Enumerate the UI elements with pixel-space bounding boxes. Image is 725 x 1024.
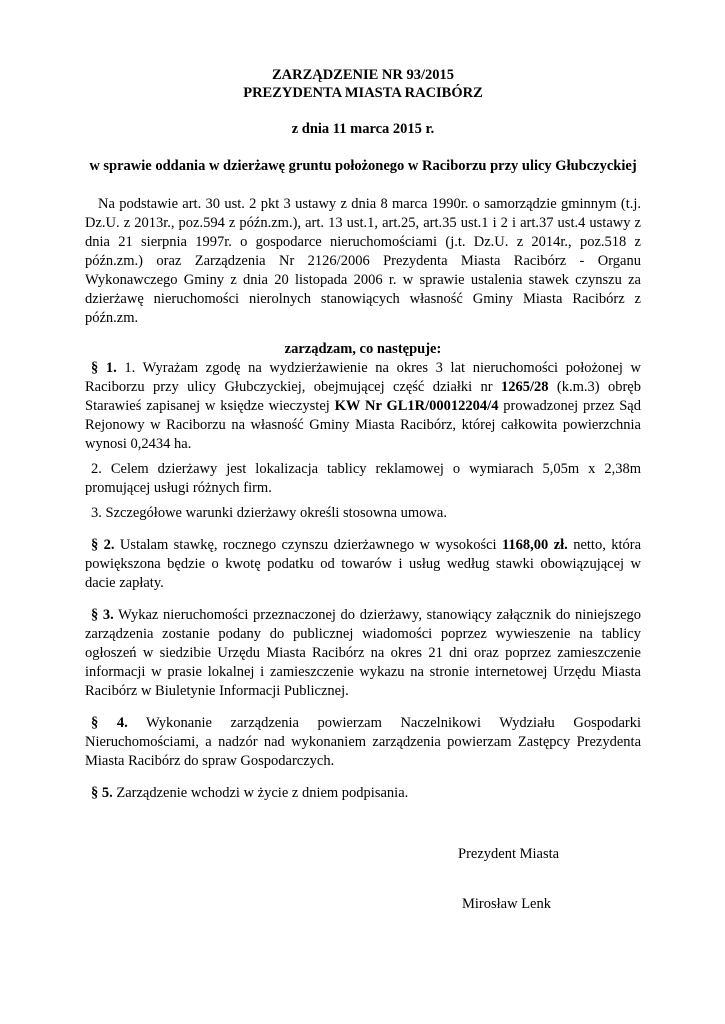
section-4-label: § 4.: [91, 715, 128, 731]
section-1-point-3: 3. Szczegółowe warunki dzierżawy określi stosowna umowa.: [91, 505, 447, 521]
section-2-text-b: netto, która powiększona będzie o kwotę podatku od towarów i usług według stawki obowiązującej w dacie zapłaty.: [85, 537, 642, 591]
section-4-text: Wykonanie zarządzenia powierzam Naczelnikowi Wydziału Gospodarki Nieruchomościami, a nadzór nad wykonaniem zarządzenia powierzam Zastępcy Prezydenta Miasta Racibórz do spraw Gospodarczych.: [85, 715, 641, 769]
decree-heading: zarządzam, co następuje:: [284, 341, 442, 357]
signature-name: Mirosław Lenk: [462, 896, 551, 912]
document-page: [85, 66, 641, 803]
section-1-label: § 1.: [91, 360, 117, 376]
plot-number: 1265/28: [501, 379, 549, 395]
section-1-text-c: prowadzonej przez Sąd Rejonowy w Raciborzu na własność Gminy Miasta Racibórz, której całkowita powierzchnia wynosi 0,2434 ha.: [85, 398, 641, 452]
section-3: [85, 606, 641, 701]
section-5-text: Zarządzenie wchodzi w życie z dniem podpisania.: [112, 785, 409, 801]
land-register-number: KW Nr GL1R/00012204/4: [334, 398, 499, 414]
section-3-text: Wykaz nieruchomości przeznaczonej do dzierżawy, stanowiący załącznik do niniejszego zarządzenia zostanie podany do publicznej wiadomości poprzez wywieszenie na tablicy ogłoszeń w siedzibie Urzędu Miasta Racibórz na okres 21 dni oraz poprzez zamieszczenie informacji w prasie lokalnej i zamieszczenie wykazu na stronie internetowej Urzędu Miasta Racibórz w Biuletynie Informacji Publicznej.: [85, 607, 642, 699]
section-1-point-2: 2. Celem dzierżawy jest lokalizacja tablicy reklamowej o wymiarach 5,05m x 2,38m promującej usługi różnych firm.: [85, 461, 641, 496]
section-2: [85, 536, 641, 593]
section-1-text-b: (k.m.3) obręb Starawieś zapisanej w księdze wieczystej: [85, 379, 641, 414]
title-line-1: ZARZĄDZENIE NR 93/2015: [271, 67, 455, 83]
section-5: [85, 784, 641, 803]
document-date: z dnia 11 marca 2015 r.: [291, 121, 435, 137]
section-1-point-1: [85, 359, 641, 454]
section-3-label: § 3.: [91, 607, 114, 623]
section-2-label: § 2.: [91, 537, 115, 553]
section-4: [85, 714, 641, 771]
section-1-text-a: 1. Wyrażam zgodę na wydzierżawienie na okres 3 lat nieruchomości położonej w Raciborzu przy ulicy Głubczyckiej, obejmującej część działki nr: [85, 360, 641, 395]
rent-amount: 1168,00 zł.: [501, 537, 568, 553]
document-subject: w sprawie oddania w dzierżawę gruntu położonego w Raciborzu przy ulicy Głubczyckiej: [89, 158, 637, 174]
title-line-2: PREZYDENTA MIASTA RACIBÓRZ: [243, 85, 483, 101]
preamble: Na podstawie art. 30 ust. 2 pkt 3 ustawy z dnia 8 marca 1990r. o samorządzie gminnym (t.j. Dz.U. z 2013r., poz.594 z późn.zm.), art. 13 ust.1, art.25, art.35 ust.1 i 2 i art.37 ust.4 ustawy z dnia 21 sierpnia 1997r. o gospodarce nieruchomościami (j.t. Dz.U. z 2014r., poz.518 z późn.zm.) oraz Zarządzenia Nr 2126/2006 Prezydenta Miasta Racibórz - Organu Wykonawczego Gminy z dnia 20 listopada 2006 r. w sprawie ustalenia stawek czynszu za dzierżawę nieruchomości nierolnych stanowiących własność Gminy Miasta Racibórz z późn.zm.: [85, 196, 641, 326]
section-5-label: § 5.: [91, 785, 113, 801]
signature-title: Prezydent Miasta: [458, 846, 560, 862]
document-title: [85, 66, 641, 102]
section-2-text-a: Ustalam stawkę, rocznego czynszu dzierżawnego w wysokości: [114, 537, 502, 553]
